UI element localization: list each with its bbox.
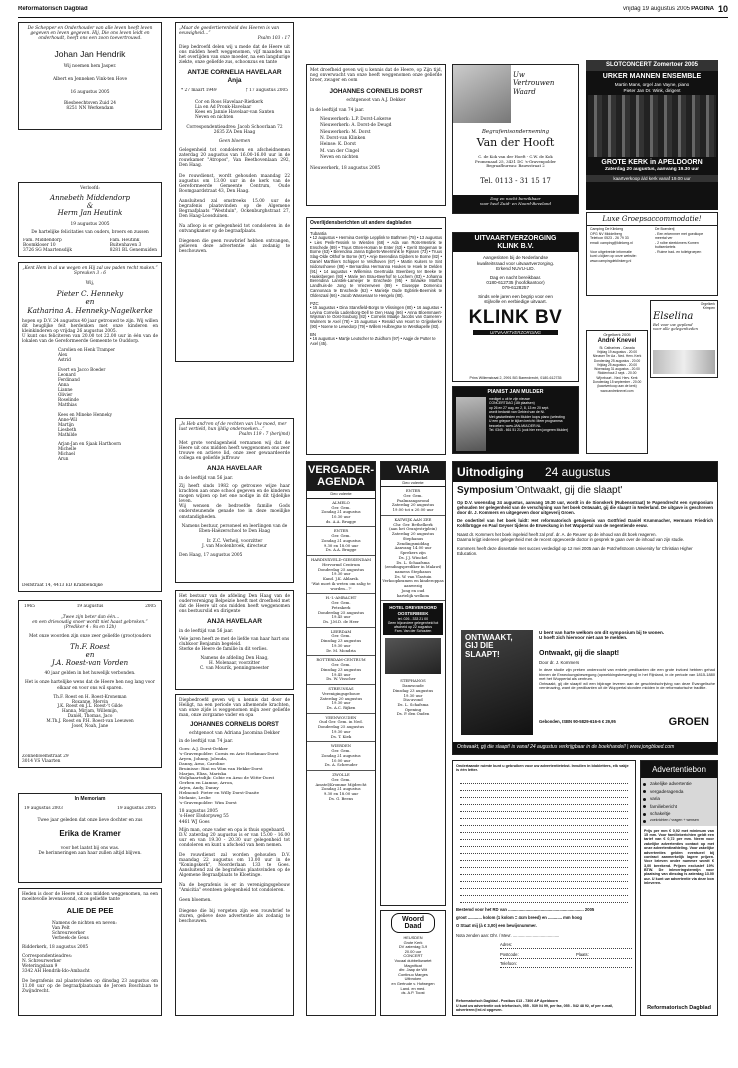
roest-names: Th.F. Roest en J.A. Roest-van Vorden: [51, 643, 129, 668]
woord-daad-ad: [380, 910, 446, 1016]
hotel-text: tel. 026 - 333 21 00 Geen bijzondere gelegenheid tot afscheid op 22 augustus Fam. Van der Schouten: [387, 616, 439, 634]
symposium-body-3: Naast dr. Kommers het boek ingeleid heeft zal prof. dr. A. de Reuver op de inhoud van dit boek reageren. Daarna krijgt iedereen gelegenheid met de recent opgevoerde doctor in gesprek te gaan over de inhoud van zijn studie.: [457, 532, 685, 543]
header-rule: [18, 17, 728, 18]
roest-text: 40 jaar gelden in het huwelijk verbonden.: [44, 671, 136, 677]
engagement-date: 19 augustus 2005: [70, 222, 110, 228]
klink-bar: UITVAARTVERZORGING: [473, 330, 558, 335]
form-postcode-field[interactable]: Postcode:: [500, 953, 632, 959]
memoriam-text: Twee jaar geleden dat onze lieve dochter en zus: [37, 817, 143, 823]
advertentiebon-types: [642, 780, 716, 823]
form-instruction: Ondertaande ruimte kunt u gebruiken voor uw advertentietekst. Invullen in blokletters, elk vakje is één letter.: [456, 764, 629, 773]
agenda-item: STREUNSAS Verenigingsgebouw Zaterdag 20 augustus 19.30 uur Ds. A.C. Rijken: [307, 685, 375, 714]
birth-date: 16 augustus 2005: [70, 89, 110, 95]
baby-nickname: Wij noemen hem Jasper.: [63, 63, 117, 69]
birth-address: Biesbeechtsven Zuid 24 8251 NN Werkendam: [63, 100, 117, 111]
form-invoice-row[interactable]: Nota zenden aan: Dhr. / Mevr. ........................................: [456, 932, 560, 938]
form-line[interactable]: [460, 882, 628, 889]
school-place: Den Haag, 17 augustus 2005: [179, 552, 243, 558]
invitation-title: Uitnodiging: [457, 465, 524, 479]
form-line[interactable]: [460, 791, 628, 798]
woord-daad-logo: Woord Daad: [391, 913, 435, 933]
school-verse: „Is Heb and'ren of de rechten van Uw moed, mer lust vertield, hun ijldig ondersoeken…”: [179, 422, 287, 433]
agenda-item: ROTTERDAM-CENTRUM Ger. Gem. Dinsdag 23 augustus 19.45 uur Ds. W. Visscher: [307, 656, 375, 685]
agenda-sub: Deo volente: [307, 491, 375, 499]
klink-funeral-ad: [452, 232, 579, 382]
varia: [380, 461, 446, 906]
roest-lead: Met onze woorden zijn onze zeer geliefde (groot)ouders: [28, 634, 152, 640]
bn-list: • 16 augustus • Martje Leutscher te Zuidhorn (97) • Aagje de Putter te Axel (45).: [310, 335, 436, 346]
havelaar-verse-ref: Psalm 103 : 17: [257, 36, 290, 42]
school-verse-ref: Psalm 119 : 7 (berijmd): [238, 432, 290, 438]
ensemble-name: URKER MANNEN ENSEMBLE: [602, 73, 702, 81]
book-title: Ontwaakt, gij die slaapt!: [539, 650, 620, 657]
form-city-field[interactable]: Plaats:: [576, 951, 589, 957]
dorst-family: Goes: A.J. Dorst-Dekker 's-Gravenpolder: Cornis en Arie Hoekman-Dorst Aryen, Johnny, Jolenda, Danny, Arno, Caroline Bruinisse: Rini en Wim van Hekke-Dorst Marjan, Eliza, Mariska Wolphaartsdijk: Cobie en Arno de Witte-Dorst Gerben en Liamne, Arron, Arjen, Andy, Danny Helmond: Pieter en Willy Dorst-Duaite Melanie, Leslie 's-Gravenpolder: Wim Dorst: [179, 746, 279, 805]
form-letter-grid[interactable]: [456, 777, 632, 903]
slotconcert-title: SLOTCONCERT Zomertoer 2005: [586, 60, 718, 71]
masthead: [18, 3, 728, 17]
book-price: Gebonden, ISBN 90-5829-616-6 € 29,95: [539, 719, 616, 724]
luxe-accommodation-ad: [586, 212, 718, 296]
adv-type-zoekrichten[interactable]: zoekrichten / vragen + wensen: [642, 817, 716, 823]
adv-type-familiebericht[interactable]: familiebericht: [642, 803, 716, 810]
henneky-address: Delfstraat 14, 4413 ED Krabbendijke: [22, 582, 103, 588]
adv-type-schakeltje[interactable]: schakeltje: [642, 810, 716, 817]
form-line[interactable]: [460, 826, 628, 833]
uwv-phone: Tel. 0113 - 31 15 17: [480, 177, 551, 185]
form-line[interactable]: [460, 868, 628, 875]
anniversary-roest: [18, 600, 162, 768]
varia-item: STEPHANOS Damwoude Dinsdag 23 augustus 19.30 uur Dia-avond Ds. L. Schafsma Opening Ds. P. den Ouden: [392, 678, 434, 717]
klink-address: Prins Willemstraat 2, 2991 BG Barendrecht, 0180-612735: [469, 375, 562, 380]
uwv-org: Begrafenisonderneming: [481, 129, 550, 135]
school-name: ANJA HAVELAAR: [207, 465, 262, 473]
varia-item: ENTER Ger. Gem. Psalmzangavond Zaterdag 20 augustus 19.00 tot x 20.00 uur: [381, 487, 445, 516]
luxe-contact: Camping De Klinkerg OPG NV Middelberg Telefoon 0523 - 26 79 33 email: camping@klinkerg.nl Voor uitgebreide informatie kunt u kijken op onze website: www.campingdeklinkerg.nl: [590, 227, 637, 263]
dorst-text: Diepbedroefd geven wij u kennis dat door de Heiligt, na een periode van afnemende krachten, van onze zijde is weggenomen mijn zeer geliefde man, onze zorgzame vader en opa: [179, 698, 290, 719]
havelaar-text: Diep bedroefd delen wij u mede dat de Heere uit ons midden heeft weggenomen, vijf maanden na het overlijden van onze moeder, na een langdurige ziekte, onze geliefde zus, schoonzus en tante: [179, 45, 290, 66]
form-line[interactable]: [460, 805, 628, 812]
advertentiebon-text: Prijs per mm € 0,92 met minimum van 15 mm. Voor familieberichten geldt een tarief van € 0,72 per mm. Neem voor zakelijke advertenties contact op met onze advertentieafdeling. Voor zakelijke advertenties gelden eventueel bij contract aanmerkelijk lagere prijzen. Voor brieven onder nummer wordt € 3,00 berekend. Prijzen exclusief 19% BTW. De inleveringstermijn voor plaatsing van dinsdag is zaterdag 13.00 uur. U kunt uw advertentie via deze bon inleveren.: [644, 828, 714, 886]
uwv-funeral-ad: [452, 64, 579, 214]
book-cover-title: ONTWAAKT, GIJ DIE SLAAPT!: [465, 633, 513, 659]
agenda-item: HARDINXVELD-GIESSENDAM Hervormd Centrum Donderdag 25 augustus 19.30 uur Kand. J.K. Ablarsk. 'Wat moet ik weten om zalig te worden...?': [307, 556, 375, 594]
memoriam-foot: voor het laatst bij ons was. De herinneringen aan haar zullen altijd blijven.: [38, 846, 142, 857]
form-proof-checkbox[interactable]: O Staat mij (à € 3,00) een bewijsnummer.: [456, 922, 537, 928]
form-line[interactable]: [460, 784, 628, 791]
klink-phone: Dag en nacht bereikbaar. 0180-612735 (hoofdkantoor) 079-6128257: [486, 274, 545, 291]
varia-title: VARIA: [381, 462, 445, 480]
uwv-address: C. de Kok van der Hoeft - C.W. de Kok Promenaad 25, 3431 DC 's-Gravenpolder Begraafbureau: Bauwstraat 2: [475, 154, 556, 169]
adv-type-vergaderagenda[interactable]: vergaderagenda: [642, 788, 716, 795]
page-label: PAGINA: [691, 6, 714, 12]
school-havelaar: [175, 418, 294, 583]
knevel-heading: Orgelkerk 2005: [603, 332, 631, 337]
elselina-ad: [650, 300, 718, 378]
henneky-verse: „Kent Hem in al uw wegen en Hij zal uw paden recht maken.” Spreuken 3 : 6: [22, 266, 158, 277]
adv-type-varia[interactable]: varia: [642, 795, 716, 802]
pzc-list: • 15 augustus • Dina Stansfield-Borgs te Vlissingen (80) • 16 augustus • Levina Cornelia Ladenborg-Dell te Den Haag (66) • Anna Bloemmaert-Wijsman te Oost-Souburg (82) • Cornelis Maatje Jacobs van Gameren-Wulmers te Axel (78) • 15 augustus • Renald van Hoort te Grijpskerke (90) • Noene te Lewedorp (79) • Willem Hulbregtse te Westkapelle (83).: [310, 304, 442, 330]
roest-family: Th.F. Roest en H. Roest-Kroneman Roxanne, Mervin J.K. Roest en J.L. Roest-'t Gilde Hanna, Mirjam, Willemijn, Daniël, Thomas, Jaco M.Th.J. Roest en P.H. Roest-van Leeuwen Josef, Noah, Jane: [46, 693, 134, 729]
ensemble-photo: [588, 95, 716, 157]
anniversary-henneky: [18, 262, 162, 592]
form-footer: Reformatorisch Dagblad - Postbus 613 - 7300 AP Apeldoorn U kunt uw advertentie ook telefonisch, 055 - 539 04 99, per fax, 055 - 542 48 92, of per e-mail, adverteren@rd.nl opgeven.: [456, 999, 614, 1012]
death-dorst-family: [175, 694, 294, 1016]
memoriam-date-right: 19 augustus 2005: [117, 805, 156, 811]
varia-item: KATWIJK AAN ZEE Chr. Ger. Bethelkerk (aan het Oranjestrjplein) Zaterdag 20 augustus Stephanus Zendingsmiddag Aanvang 14.00 uur Sprekers zijn Ds. J.J. Winckel Ds. L. Schaafsma (zendingsprediker in Malawi) namens Stephanos Ds. W. van Vlastuin Verkoopkramen en kinderoppas aanwezig Jong en oud hartelijk welkom: [381, 516, 445, 601]
pianist-photo: [456, 397, 486, 451]
paper-name: Reformatorisch Dagblad: [18, 6, 88, 12]
symposium-body-4: Kommers heeft deze dissertatie met succes verdedigd op 12 mei 2005 aan de Potchefstroom University for Christian Higher Education.: [457, 546, 693, 557]
advertentiebon-title: Advertentiebon: [641, 761, 717, 778]
havelaar-body: Gelegenheid tot condoleren en afscheidnemen zaterdag 20 augustus van 16.00-16.00 uur in de rouwkamer "Atropos", Van Beethovenlaan 292, Den Haag. De rouwdienst, wordt gehouden maandag 22 augustus om 13.00 uur in de kerk van de Gereformeerde Gemeente Centrum, Oude Boomgaardstraat 43, Den Haag. Aansluitend zal omstreeks 15.00 uur de begrafenis plaatsvinden op de Algemene Begraafplaats "Westduin", Ockenburghstraat 27, Den Haag-Loosduinen. Na afloop is er gelegenheid tot condoleren in de ontvangkamer op de begraafplaats. Diegenen die geen rouwbrief hebben ontvangen, gelieven deze advertentie als zodanig te beschouwen.: [179, 148, 290, 255]
havelaar-died: † 17 augustus 2005: [245, 87, 288, 93]
dorst-age: in de leeftijd van 74 jaar.: [179, 739, 234, 745]
roest-address: Zonnebloemstraat 29 3014 VS Vlaarten: [22, 753, 69, 764]
choir-body: Vele jaren heeft ze met de liefde van haar hart ons clubkoor Benjamin begeleid. Sterke de Heere de familie in dit verlies.: [179, 636, 290, 653]
agenda-item: ALMELO Ger. Gem. Zondag 21 augustus 10.30 uur ds. A.A. Brugge: [307, 499, 375, 528]
memoriam-name: Erika de Kramer: [59, 828, 121, 838]
alie-funeral: De begrafenis zal plaatsvinden op dinsdag 23 augustus om 11.00 uur op de begraafplaatsaan de Jeroen Boschlaan te Zwijndrecht.: [22, 978, 158, 994]
henneky-wij: Wij,: [85, 281, 95, 287]
andre-knevel-ad: [586, 330, 648, 454]
slotconcert-ad: [586, 60, 718, 210]
roest-day: 19 augustus: [76, 604, 104, 609]
form-size-row[interactable]: groot ............ kolom (1 kolom = 4cm breed) en ............ mm hoog: [456, 914, 582, 920]
luxe-features: De Boerderij - Een erkennner met goedkope meertal ver - 2 rolbe steekkmers Komen buitsenketels - Ruime bad- en toiletgroepen: [655, 227, 704, 254]
slotconcert-date: Zaterdag 20 augustus, aanvang 19.30 uur: [604, 167, 700, 173]
issue-date: vrijdag 19 augustus 2005: [622, 6, 690, 12]
form-line[interactable]: [460, 798, 628, 805]
baby-name: Johan Jan Hendrik: [54, 48, 126, 59]
slotconcert-venue: GROTE KERK in APELDOORN: [601, 159, 703, 167]
klink-header: UITVAARTVERZORGING KLINK B.V.: [453, 233, 578, 252]
symposium-body-2: De ondertitel van het boek luidt: Het reformatorisch getuigenis van Gottfried Daniël Krummacher, Hermann Friedrich Kohlbrügge en Paul Geyser tijdens de Erweckung in het Wuppertal van de negentiende eeuw.: [457, 517, 713, 529]
birth-announcement: [18, 22, 162, 130]
form-line[interactable]: [460, 861, 628, 868]
alie-correspondence: Correspondentieadres: N. Schreurwerker Weteringslaan 9 3342 AH Hendrik-Ido-Ambacht: [22, 954, 90, 975]
havelaar-note: Geen bloemen: [218, 139, 251, 145]
uwv-photo: [453, 65, 511, 123]
knevel-name: André Knevel: [597, 337, 637, 344]
roest-year-start: 1965: [24, 604, 35, 609]
form-line[interactable]: [460, 854, 628, 861]
agenda-item: ENTER Ger. Gem. Zondag 21 augustus 9.30 en 18.00 uur Ds. A.A. Brugge: [307, 527, 375, 556]
invitation-date: 24 augustus: [545, 465, 611, 479]
slotconcert-soloists: Martin Mans, orgel Jan Vayne, piano Pieter Jan Dr. Wink, dirigent: [614, 82, 690, 93]
siblings-family: Nieuwerkerk: L.P. Dorst-Lokerse Nieuwerkerk: A. Dorst-de Deugd Nieuwerkerk: M. Dorst N. Dorst-van Klinken Heinse: K. Dorst M. van der Cingel Neven en nichten: [320, 116, 392, 161]
choir-name: ANJA HAVELAAR: [207, 618, 262, 626]
roest-year-end: 2005: [145, 604, 156, 609]
choir-havelaar: [175, 590, 294, 690]
henneky-text: hopen op D.V. 24 augustus 40 jaar getrouwd te zijn. Wij willen dit heuglijke feit herdenken met onze kinderen en kleinkinderen op vrijdag 26 augustus 2005. U kunt ons feliciteren van 20.00 tot 22.00 uur in één van de lokalen van de Gereformeerde Gemeente te Ouddorp.: [22, 319, 158, 345]
uwv-name: Van der Hooft: [476, 136, 555, 149]
form-line[interactable]: [460, 875, 628, 882]
agenda-item: VEENWOUDEN Oud Ger. Gem. in Ned. Donderdag 25 augustus 19.30 uur Ds. T. Kiek: [307, 714, 375, 743]
roest-body: Het is onze hartelijke wens dat de Heere hen nog lang voor elkaar en voor ons wil sparen.: [25, 680, 155, 691]
symposium-welcome: U bent van harte welkom om dit symposium bij te wonen. U hoeft zich hiervoor niet aan te melden.: [539, 630, 665, 641]
form-address-field[interactable]: Adres:: [500, 943, 632, 949]
choir-sign: Namens de afdeling Den Haag, H. Molenaar, voorzitter C. van Mourik, penningmeester: [200, 656, 269, 672]
school-text: Met grote verslagenheid vernamen wij dat de Heere uit ons midden heeft weggenomen ons zeer trouwe en actieve lid, onze zeer gewaardeerde collega en geliefde juffrouw: [179, 441, 290, 462]
siblings-age: in de leeftijd van 74 jaar.: [310, 107, 365, 113]
dorst-sub: echtgenoot van Adriana Jacomina Dekker: [189, 731, 280, 737]
book-description: In deze studie zijn preken onderzocht van enkele predikanten die een grote invloed hebben gehad binnen de Erweckungsbewegung (opwekkingsbeweging) in het Rijnland, in de periode van 1815-1880 met het Wuppertal als centrum. Ontwaakt, gij die slaapt! wil een bijdrage leveren aan de geschiedschrijving van deze Evangelische vernieuwing, want de predikanten uit de Wuppertal stonden midden in de reformatorische traditie.: [539, 667, 715, 691]
dorst-body: Mijn man, onze vader en opa is thuis opgebaard. D.V. zaterdag 20 augustus is er van 15.00 - 16.00 uur en van 19.30 - 20.30 uur gelegenheid tot condoleren en kunt u afscheid van hem nemen. De rouwdienst zal worden gehouden D.V. maandag 22 augustus om 13.00 uur in de "Koningskerk", Noorderlaan 133 te Goes. Aansluitend zal de begrafenis plaatsvinden op de Algemene Begraafplaats te Kloetinge. Na de begrafenis is er in verenigingsgebouw "Amicitia" eventeen gelegenheid tot condoleren. Geen bloemen. Diegene die bij vergeten zijn een rouwbrief te sturen, gelieve deze advertentie als zodanig te beschouwen.: [179, 827, 290, 924]
form-line[interactable]: [460, 812, 628, 819]
symposium-subtitle: 'Ontwaakt, gij die slaapt': [515, 485, 623, 496]
klink-membership: Aangesloten bij de Nederlandse kwaliteitsraad voor uitvaartverzorging. Erkend NUVU-LID.: [476, 255, 555, 272]
elselina-small: Orgelkerk Krimpen: [700, 302, 715, 310]
elselina-photo: [653, 350, 715, 374]
pianist-title: PIANIST JAN MULDER: [487, 389, 544, 395]
adv-type-zakelijk[interactable]: zakelijke advertentie: [642, 780, 716, 787]
knevel-text: St. Catharines - Canada Vrijdag 19 augustus - 20.00 Nieuwer Ter Aa - Ned. Herv. Kerk Donderdag 25 augustus - 20.00 Vrijdag 25 augustus - 20.00 Woensdag 31 augustus - 20.00 Riddenhout 2 sept. - 20.00 Wijnrbuurt - Ned. Herv. Kerk Donderdag 15 september - 20.00 (kaartverkoop aan de kerk) www.andreknevel.com: [592, 345, 642, 393]
symposium-ad: [452, 461, 718, 755]
engagement-announcement: [18, 182, 162, 257]
tubantia-list: • 12 augustus • Hermina Gerritje Lepplink te Bathmen (78) • 13 augustus • Lies Perik-Tessink te Wierden (68) • Ada van Rots-Mentink te Enschede (89) • Truus Otten-Homan te Enter (63) • Gerrit Stegeman te Borne (63) • Berendina Janna Egberts-Weermink te Rijssen (73) • Truus Slag-Olde Olthof te Borne (67) • Anje Berendina Gijsbers te Borne (82) • Daniël Marthiers Schipper te Veldhoven (67) • Martin Kuiters te Sint Isidorushoeve (88) • Bernardina Hermanna Houkes te Hoek te Delden (91) • 14 augustus • Willemina Geertruida Steenberg ter Beeke te Haaksbergen (93) • Marie ten Brau-Beerhof te Lochem (83) • Johanna Berendina Lanstek-Lameijer te Enschede (95) • Sinawke Martha Landhuis-de Jong te Vriezenveen (89) • Giuseppe Domenico Cannonaca te Enschede (62) • Marietje Oude Egbrink-Beernink te Oldenzaal (66) • Jacob Wassenaar te Hengelo (80).: [310, 234, 442, 298]
siblings-place: Nieuwerkerk, 18 augustus 2005: [310, 165, 381, 171]
form-line[interactable]: [460, 819, 628, 826]
henneky-children: Carolien en Henk Tramper Alex Astrid Evert en Jacco Boeder Leonard Ferdinand Anna Lianne Olivier Roselinde Matthias Kees en Mineke Henneky Anne-Wil Martijn Liesbeth Mathilde Arjan-Jan en Sjaak Harthoorn Michelle Michael Arun: [58, 347, 121, 462]
advertentiebon-brand: Reformatorisch Dagblad: [647, 1004, 711, 1011]
other-papers-title: Overlijdensberichten uit andere dagbladen: [310, 221, 442, 229]
havelaar-family: Cor en Roos Havelaar-Rietkerk Lia en Ad Pronk-Havelaar Kees en Jannie Havelaar-van Santen Neven en nichten: [195, 99, 275, 120]
uwv-footer: Dag en nacht bereikbaar voor heel Zuid- en Noord-Beveland: [453, 195, 578, 213]
havelaar-address: Correspondentieadres: Jacob Schoorlaan 72 2635 ZA Den Haag: [186, 125, 283, 136]
havelaar-name: ANTJE CORNELIA HAVELAAR Anja: [187, 69, 282, 85]
page-number: 10: [717, 4, 728, 14]
engaged-names: Annebeth Middendorp & Herm Jan Heutink: [50, 194, 130, 218]
symposium-body-1: Op D.V. woensdag 24 augustus, aanvang 19.30 uur, wordt in de Sionskerk (Rubensstraat) te Papendrecht een symposium gehouden ter gelegenheid van de verschijning van het boek Ontwaakt, gij die slaapt! in Nederland. De uitgave is geschreven door dr. J. Kommers en uitgegeven door uitgeverij Groen.: [457, 499, 713, 515]
alie-text: Heden is door de Heere uit ons midden weggenomen, na een moeitevolle levensavond, onze geliefde tante: [22, 892, 158, 903]
henneky-names: Pieter C. Henneky en Katharina A. Henneky-Nagelkerke: [27, 289, 153, 315]
choir-age: in de leeftijd van 56 jaar.: [179, 628, 234, 634]
choir-text: Het bestuur van de afdeling Den Haag van de ouderverenigng Belpeizie heeft met droefheid met dat de Heere uit ons midden heeft weggenomen ons bestuurslid en dirigente: [179, 594, 290, 615]
dorst-name: JOHANNES CORNELIS DORST: [190, 722, 279, 729]
agenda-item: H.-I.-AMBACHT Ger. Gem. Petrakerk Donderdag 25 augustus 19.45 uur Ds. J.M.D. de Heer: [307, 594, 375, 627]
elselina-tag: Bel voor uw gepland voor alle gelegenheden: [653, 321, 698, 332]
engagement-address-left: Fam. Middendorp Boomkloser 10 3726 SG Maartensdijk: [23, 237, 72, 253]
memoriam-date-left: 19 augustus 2003: [24, 805, 63, 811]
deaths-other-papers: [306, 217, 446, 455]
siblings-text: Met droefheid geven wij u kennis dat de Heere, op Zijn tijd, nog onverwacht van onze heeft weggenomen onze geliefde broer, zwager en oom: [310, 68, 442, 84]
alie-place: Ridderkerk, 18 augustus 2005: [22, 945, 89, 951]
book-cover-small: [385, 638, 441, 674]
agenda-title: VERGADER-AGENDA: [307, 462, 375, 491]
groen-logo: GROEN: [668, 716, 709, 728]
agenda-item: LEERDAM Ger. Gem. Dinsdag 23 augustus 19.30 uur Dr. M. Mondria: [307, 628, 375, 657]
school-age: in de leeftijd van 56 jaar.: [179, 476, 234, 482]
form-line[interactable]: [460, 896, 628, 903]
elselina-logo: Elselina: [653, 310, 694, 322]
death-havelaar-family: [175, 22, 294, 362]
klink-tagline: Sinds vele jaren een begrip voor een stijlvolle en eerbiedige uitvaart.: [478, 293, 553, 305]
form-date-row[interactable]: Bestemd voor het RD van ................................................................. 2005: [456, 906, 595, 912]
siblings-name: JOHANNES CORNELIS DORST: [329, 88, 423, 96]
symposium-title: Symposium: [457, 485, 514, 496]
luxe-title: Luxe Groepsaccommodatie!: [587, 213, 717, 226]
engagement-kind: Verloofd:: [80, 186, 100, 191]
uwv-slogan: Uw Vertrouwen Waard: [513, 71, 555, 96]
woord-daad-text: HEUSDEN Grote Kerk DV zaterdag 3-9 20.00 uur CONCERT Vocaal dubbelkwartet Magnificat dhr. Jaap de Wit Continuo Marges Uitbroken en Gertrude v. Hofwegen Land. en med. ds. A.P. Toost: [391, 935, 435, 996]
havelaar-verse: „Maar de goedertierenheid des Heeren is van eeuwigheid…”: [179, 26, 279, 37]
advertentiebon-panel: [640, 760, 718, 1016]
agenda-item: ZWOLLE Ger. Gem. Amstel/Kromme Mijdrecht Zondag 21 augustus 9.30 en 18.00 uur Ds. G. Beens: [315, 772, 367, 801]
slotconcert-price: kaartverkoop à/d kerk vanaf 19.00 uur: [586, 175, 718, 182]
in-memoriam: [18, 793, 162, 883]
form-line[interactable]: [460, 833, 628, 840]
roest-verse: „Twee zijn beter dan één… en een drievoudig snoer wordt niet haast gebroken.” (Prediker 4 : 9a en 12b): [32, 615, 148, 631]
form-line[interactable]: [460, 889, 628, 896]
siblings-sub: echtgenoot van A.J. Dekker: [346, 97, 406, 103]
alie-family: Namens de nichten en neven: Van Pelt Schreurwerker Verbeek-de Geus: [52, 920, 117, 942]
invitation-bar: [453, 462, 717, 482]
bn-heading: BN: [310, 331, 316, 337]
dorst-address: 18 augustus 2005 's-Heer Elsdorpweg 55 4461 WJ Goes: [179, 809, 229, 825]
school-sign: Namens bestuur, personeel en leerlingen van de Eben-Haëzerschool te Den Haag Ir. Z.C. Verheij, voorzitter J. van Moolenbroek, directeur: [181, 523, 288, 549]
death-alie-de-pee: [18, 888, 162, 1016]
alie-name: ALIE DE PEE: [66, 906, 114, 916]
birth-verse: De Schepper en Onderhouder van alle leven heeft leven gegeven en leven gegeven. Hij, Die ons leven leidt en onderhoudt, heeft ons een zoon toevertrouwd.: [27, 26, 153, 42]
klink-logo: KLINK BV: [468, 306, 563, 328]
tubantia-heading: Tubantia: [310, 230, 327, 236]
pzc-heading: PZC: [310, 300, 319, 306]
form-line[interactable]: [460, 777, 628, 784]
engagement-address-right: Fam. Heutink Buitenhaven 3 8281 BL Genemuiden: [109, 237, 157, 253]
form-phone-field[interactable]: Telefoon:: [500, 962, 632, 968]
hotel-title: HOTEL DREVEROORD OOSTERBEEK: [389, 605, 437, 616]
book-author: Door dr. J. Kommers: [539, 660, 580, 665]
form-line[interactable]: [460, 840, 628, 847]
form-line[interactable]: [460, 847, 628, 854]
engagement-note: De hartelijke felicitaties van ouders, broers en zussen: [31, 230, 149, 236]
book-cover: [461, 630, 533, 735]
memoriam-title: In Memoriam: [74, 796, 106, 802]
agenda-item: WIERDEN Ger. Gem. Zondag 21 augustus 10.00 uur Ds. A. Schreuder: [307, 742, 375, 771]
havelaar-born: * 27 maart 1949: [181, 87, 217, 93]
symposium-footer-bar: Ontwaakt, gij die slaapt! is vanaf 24 augustus verkrijgbaar in de boekhandel! | www.jongbloed.com: [453, 742, 717, 754]
parents: Albert en Jenneken Vink-ten Hove: [52, 76, 128, 82]
pianist-text: mediget u uit te zijn nieuwe CONCERTDAG (18t plaatsen) op 26 en 27 aug. en 2, 8, 13 en 20 sept. wordt bedankt van Gebied van de Ni. Met gastartiesten en Mulder loops piano (selecting U een griepce te kijken bericht: Meer programma bezoeken: www.JAN-MULDER.NL Tel. 0345 - 661 51 21 (ook hier een jongeren Mulder): [489, 397, 569, 432]
pianist-ad: [452, 386, 579, 454]
hotel-ad: [383, 603, 443, 635]
meeting-agenda: [306, 461, 376, 1016]
death-dorst-siblings: [306, 64, 446, 206]
school-body: Zij heeft sinds 1982 op getrouwe wijze haar krachten aan onze school gegeven en de kinderen mogen wijzen op het ene nodige in dit tijdelijke leven. Wij wensen de bedroefde familie Gods ondersteunende genade toe in deze moeilijke omstandigheden.: [179, 484, 290, 520]
agenda-list: [307, 499, 375, 804]
ad-order-form: [452, 760, 636, 1016]
varia-sub: Deo volente: [381, 480, 445, 488]
